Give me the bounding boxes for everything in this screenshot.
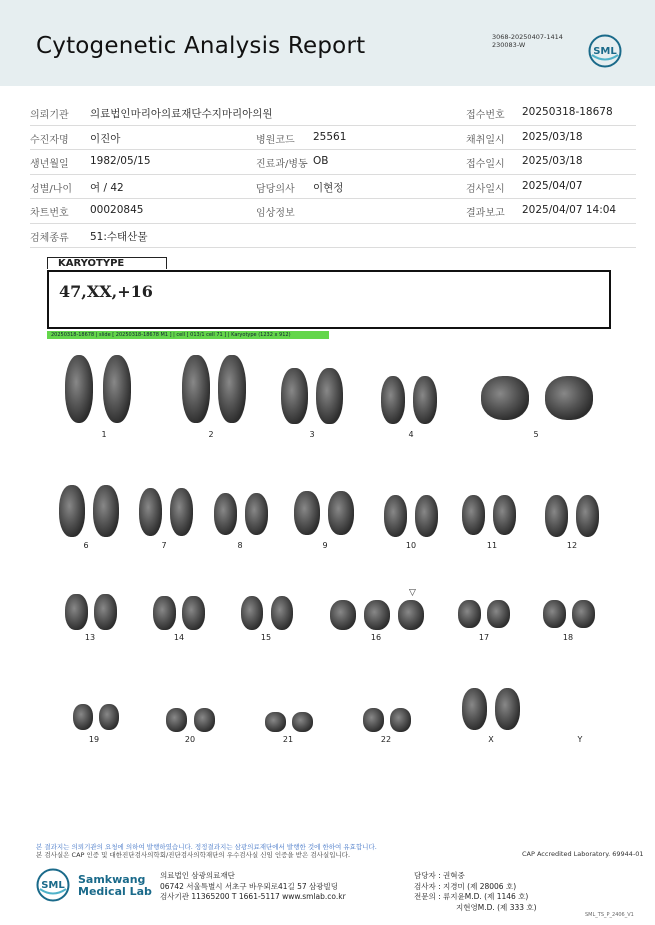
info-row <box>30 150 636 175</box>
info-value-v1: 의료법인마리아의료재단수지마리아의원 <box>90 108 273 120</box>
chromosome-label: 20 <box>184 735 196 744</box>
chromosome-copy <box>572 600 594 628</box>
chromosome-label: Y <box>577 735 583 744</box>
karyotype-box <box>47 270 611 329</box>
chromosome-18-image <box>540 600 598 628</box>
karyotype-image-caption: 20250318-18678 | slide [ 20250318-18678 M1 ] | cell [ 013/1 cell 71 ] | Karyotype (1232 x 912) <box>47 331 329 339</box>
info-label-l1: 의뢰기관 <box>30 110 69 121</box>
chromosome-copy <box>281 368 308 424</box>
extra-chromosome-marker-icon: ▽ <box>409 588 416 598</box>
chromosome-copy <box>398 600 424 630</box>
chromosome-copy <box>292 712 313 732</box>
chromosome-copy <box>462 495 486 535</box>
chromosome-15-image <box>237 596 297 630</box>
chromosome-label: 7 <box>161 541 167 550</box>
cap-accreditation: CAP Accredited Laboratory. 69944-01 <box>522 850 644 858</box>
samkwang-logo-icon <box>36 868 70 902</box>
chromosome-x-image <box>458 688 524 730</box>
chromosome-copy <box>182 355 209 423</box>
chromosome-17-image <box>455 600 513 628</box>
chromosome-copy <box>73 704 93 730</box>
chromosome-14-image <box>150 596 208 630</box>
document-code: SML_TS_P_2406_V1 <box>585 912 634 918</box>
chromosome-label: 21 <box>282 735 294 744</box>
chromosome-label: 13 <box>84 633 96 642</box>
chromosome-label: 3 <box>309 430 315 439</box>
chromosome-7-image <box>135 488 197 536</box>
info-label-l1: 성별/나이 <box>30 183 73 195</box>
chromosome-copy <box>245 493 269 535</box>
chromosome-copy <box>487 600 509 628</box>
lab-address-line-3: 검사기관 11365200 T 1661-5117 www.smlab.co.kr <box>160 892 346 901</box>
chromosome-19-image <box>70 704 122 730</box>
info-value-v1: 1982/05/15 <box>90 155 151 167</box>
chromosome-12-image <box>541 495 603 537</box>
chromosome-label: 9 <box>322 541 328 550</box>
chromosome-copy <box>413 376 437 424</box>
info-value-v3: 20250318-18678 <box>522 106 613 118</box>
lab-address <box>160 871 346 903</box>
chromosome-8-image <box>210 493 272 535</box>
chromosome-label: 19 <box>88 735 100 744</box>
chromosome-13-image <box>62 594 120 630</box>
info-row <box>30 199 636 224</box>
chromosome-1-image <box>60 355 136 423</box>
footer-note-2: 본 검사실은 CAP 인증 및 대한진단검사의학회/진단검사의학재단의 우수검사실 신임 인증을 받은 검사실입니다. <box>36 851 351 859</box>
chromosome-copy <box>265 712 286 732</box>
info-value-v2: OB <box>313 155 329 167</box>
staff-line-3: 전문의 : 류지윤M.D. (제 1146 호) <box>414 892 529 901</box>
info-row <box>30 126 636 151</box>
lab-address-line-2: 06742 서울특별시 서초구 바우뫼로41길 57 삼광빌딩 <box>160 881 339 891</box>
chromosome-copy <box>271 596 294 630</box>
info-label-l1: 검체종류 <box>30 232 69 244</box>
report-code-1: 3068-20250407-1414 <box>492 33 563 41</box>
chromosome-copy <box>545 495 569 537</box>
chromosome-5-image <box>473 376 601 420</box>
chromosome-copy <box>316 368 343 424</box>
info-label-l3: 접수일시 <box>466 159 505 170</box>
chromosome-copy <box>65 594 87 630</box>
info-row <box>30 101 636 126</box>
chromosome-6-image <box>55 485 123 537</box>
chromosome-copy <box>543 600 565 628</box>
chromosome-copy <box>545 376 594 420</box>
info-value-v2: 이현정 <box>313 181 344 194</box>
chromosome-label: 14 <box>173 633 185 642</box>
info-label-l3: 검사일시 <box>466 183 505 195</box>
info-label-l2: 진료과/병동 <box>256 159 308 170</box>
info-row <box>30 224 636 249</box>
chromosome-copy <box>241 596 264 630</box>
lab-name <box>78 874 152 898</box>
chromosome-copy <box>59 485 85 537</box>
report-code-2: 230083-W <box>492 41 526 49</box>
report-header <box>0 0 655 86</box>
chromosome-copy <box>103 355 132 423</box>
patient-info-table <box>30 101 636 248</box>
chromosome-copy <box>194 708 215 732</box>
svg-text:SML: SML <box>41 880 65 891</box>
info-label-l3: 결과보고 <box>466 208 505 219</box>
sml-logo-text: SML <box>593 46 617 57</box>
info-value-v1: 여 / 42 <box>90 181 124 194</box>
info-value-v3: 2025/03/18 <box>522 155 583 167</box>
info-value-v3: 2025/04/07 14:04 <box>522 204 617 216</box>
chromosome-22-image <box>360 708 414 732</box>
info-label-l2: 임상정보 <box>256 208 295 219</box>
chromosome-copy <box>170 488 194 536</box>
info-label-l1: 차트번호 <box>30 208 69 219</box>
chromosome-copy <box>462 688 487 730</box>
chromosome-copy <box>214 493 238 535</box>
chromosome-copy <box>294 491 320 535</box>
chromosome-21-image <box>262 712 316 732</box>
chromosome-label: 12 <box>566 541 578 550</box>
chromosome-label: 15 <box>260 633 272 642</box>
chromosome-copy <box>384 495 408 537</box>
lab-name-line-1: Samkwang <box>78 873 146 886</box>
chromosome-11-image <box>458 495 520 535</box>
info-label-l3: 접수번호 <box>466 110 505 121</box>
staff-line-1: 담당자 : 권혁중 <box>414 871 465 880</box>
chromosome-9-image <box>290 491 358 535</box>
info-value-v1: 이진아 <box>90 132 121 145</box>
chromosome-label: 8 <box>237 541 243 550</box>
chromosome-copy <box>390 708 411 732</box>
info-label-l1: 생년월일 <box>30 159 69 170</box>
chromosome-copy <box>493 495 517 535</box>
info-value-v1: 00020845 <box>90 204 144 216</box>
chromosome-label: 11 <box>486 541 498 550</box>
chromosome-copy <box>381 376 405 424</box>
report-title: Cytogenetic Analysis Report <box>36 33 366 59</box>
chromosome-copy <box>153 596 175 630</box>
chromosome-label: 6 <box>83 541 89 550</box>
report-codes <box>492 33 563 49</box>
info-value-v1: 51:수태산물 <box>90 230 148 243</box>
chromosome-label: 17 <box>478 633 490 642</box>
sml-logo-icon <box>588 34 622 68</box>
chromosome-copy <box>364 600 390 630</box>
chromosome-copy <box>328 491 354 535</box>
info-row <box>30 175 636 200</box>
chromosome-copy <box>94 594 116 630</box>
info-value-v3: 2025/04/07 <box>522 179 583 192</box>
info-label-l1: 수진자명 <box>30 134 69 146</box>
chromosome-20-image <box>163 708 218 732</box>
info-label-l3: 채취일시 <box>466 134 505 146</box>
chromosome-label: 16 <box>370 633 382 642</box>
chromosome-copy <box>415 495 439 537</box>
info-label-l2: 병원코드 <box>256 134 295 146</box>
chromosome-copy <box>495 688 520 730</box>
chromosome-copy <box>93 485 119 537</box>
karyotype-label: KARYOTYPE <box>47 257 167 269</box>
chromosome-copy <box>99 704 119 730</box>
info-value-v2: 25561 <box>313 130 347 143</box>
chromosome-label: 4 <box>408 430 414 439</box>
chromosome-copy <box>166 708 187 732</box>
chromosome-label: 2 <box>208 430 214 439</box>
chromosome-copy <box>576 495 600 537</box>
footer-note-1: 본 결과지는 의뢰기관의 요청에 의하여 발행하였습니다. 정정결과지는 삼광의료재단에서 발행한 것에 한하여 유효합니다. <box>36 843 377 851</box>
chromosome-copy <box>65 355 94 423</box>
chromosome-2-image <box>178 355 250 423</box>
chromosome-copy <box>481 376 530 420</box>
chromosome-10-image <box>380 495 442 537</box>
staff-line-4: 지현영M.D. (제 333 호) <box>456 902 537 912</box>
chromosome-4-image <box>377 376 441 424</box>
chromosome-copy <box>182 596 204 630</box>
chromosome-copy <box>139 488 163 536</box>
karyotype-value: 47,XX,+16 <box>59 282 153 301</box>
chromosome-16-image <box>326 600 428 630</box>
chromosome-label: 5 <box>533 430 539 439</box>
chromosome-label: 1 <box>101 430 107 439</box>
chromosome-copy <box>218 355 245 423</box>
chromosome-label: 22 <box>380 735 392 744</box>
lab-staff <box>414 871 537 913</box>
info-label-l2: 담당의사 <box>256 183 295 195</box>
staff-line-2: 검사자 : 지경미 (제 28006 호) <box>414 881 517 891</box>
chromosome-label: X <box>488 735 494 744</box>
chromosome-3-image <box>277 368 347 424</box>
chromosome-label: 10 <box>405 541 417 550</box>
chromosome-copy <box>330 600 356 630</box>
info-value-v3: 2025/03/18 <box>522 130 583 143</box>
chromosome-copy <box>458 600 480 628</box>
chromosome-copy <box>363 708 384 732</box>
chromosome-label: 18 <box>562 633 574 642</box>
lab-address-line-1: 의료법인 삼광의료재단 <box>160 871 235 880</box>
lab-name-line-2: Medical Lab <box>78 885 152 898</box>
